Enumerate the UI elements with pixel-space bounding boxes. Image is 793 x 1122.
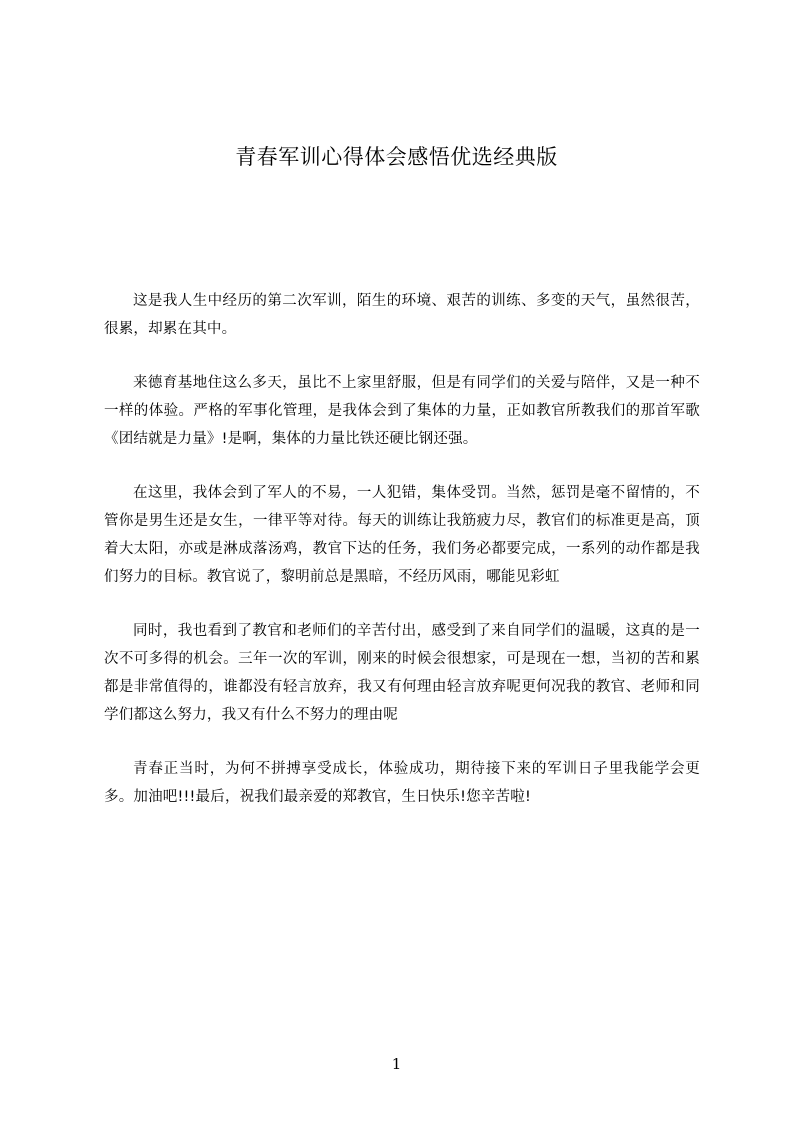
paragraph-3: 在这里，我体会到了军人的不易，一人犯错，集体受罚。当然，惩罚是毫不留情的，不管你是男生还是女生，一律平等对待。每天的训练让我筋疲力尽，教官们的标准更是高，顶着大太阳，亦或是淋成落汤鸡，教官下达的任务，我们务必都要完成，一系列的动作都是我们努力的目标。教官说了，黎明前总是黑暗，不经历风雨，哪能见彩虹 <box>104 485 700 585</box>
document-body <box>104 287 700 837</box>
document-title: 青春军训心得体会感悟优选经典版 <box>235 145 558 169</box>
paragraph-2: 来德育基地住这么多天，虽比不上家里舒服，但是有同学们的关爱与陪伴，又是一种不一样的体验。严格的军事化管理，是我体会到了集体的力量，正如教官所教我们的那首军歌《团结就是力量》!是啊，集体的力量比铁还硬比钢还强。 <box>104 375 700 447</box>
paragraph-1: 这是我人生中经历的第二次军训，陌生的环境、艰苦的训练、多变的天气，虽然很苦，很累，却累在其中。 <box>104 293 700 337</box>
page-number: 1 <box>391 1055 402 1073</box>
paragraph-4: 同时，我也看到了教官和老师们的辛苦付出，感受到了来自同学们的温暖，这真的是一次不可多得的机会。三年一次的军训，刚来的时候会很想家，可是现在一想，当初的苦和累都是非常值得的，谁都没有轻言放弃，我又有何理由轻言放弃呢更何况我的教官、老师和同学们都这么努力，我又有什么不努力的理由呢 <box>104 623 700 723</box>
paragraph-5: 青春正当时，为何不拼搏享受成长，体验成功，期待接下来的军训日子里我能学会更多。加油吧!!!最后，祝我们最亲爱的郑教官，生日快乐!您辛苦啦! <box>104 761 700 805</box>
